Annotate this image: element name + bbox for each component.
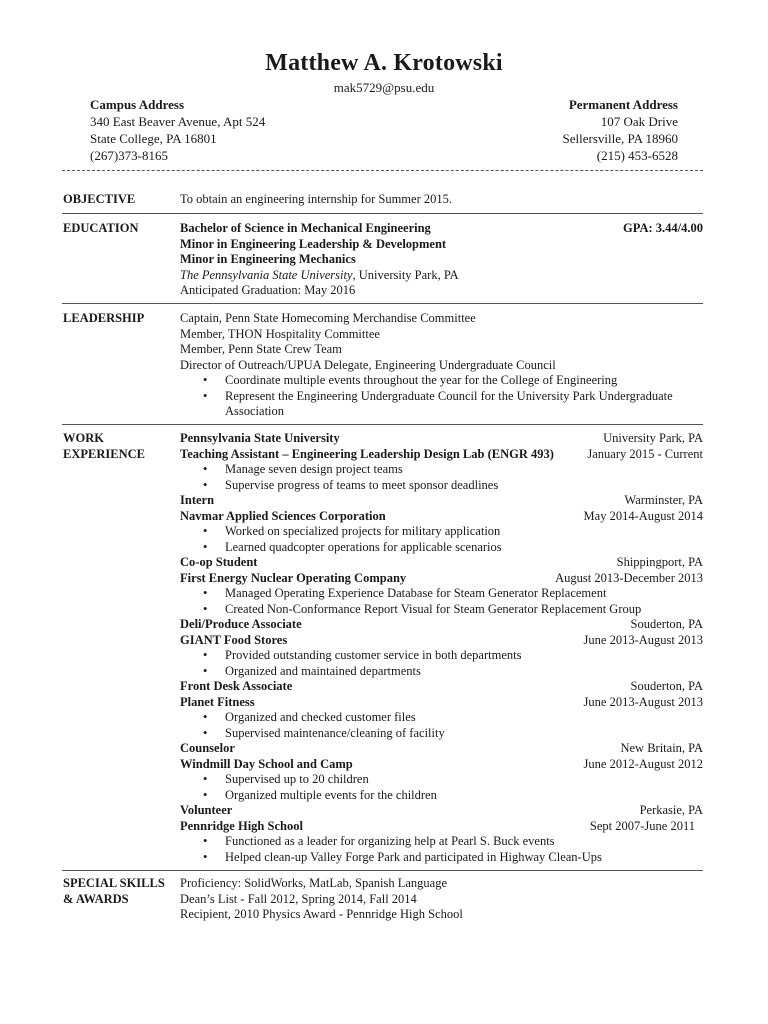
job-bullet: Created Non-Conformance Report Visual for Steam Generator Replacement Group — [225, 601, 642, 616]
campus-address-heading: Campus Address — [90, 97, 185, 112]
job-dates: August 2013-December 2013 — [555, 570, 703, 585]
job-entry — [180, 555, 703, 617]
job-bullet: Supervised maintenance/cleaning of facility — [225, 725, 445, 740]
leadership-section — [180, 311, 703, 420]
job-location: Perkasie, PA — [639, 803, 703, 817]
skills-heading-line2: & AWARDS — [63, 891, 129, 906]
university-location: , University Park, PA — [352, 267, 459, 282]
skills-heading-line1: SPECIAL SKILLS — [63, 876, 165, 890]
job-bullet: Provided outstanding customer service in both departments — [225, 648, 522, 662]
permanent-address-line2: Sellersville, PA 18960 — [562, 131, 678, 146]
job-org: First Energy Nuclear Operating Company — [180, 570, 407, 585]
bullet-glyph: • — [203, 710, 208, 724]
job-entry — [180, 741, 703, 803]
bullet-glyph: • — [203, 586, 208, 600]
section-divider — [62, 870, 703, 871]
degree: Bachelor of Science in Mechanical Engineering — [180, 221, 431, 235]
job-entry — [180, 679, 703, 741]
work-experience-section — [180, 431, 703, 865]
bullet-glyph: • — [203, 462, 208, 476]
resume-name: Matthew A. Krotowski — [265, 50, 503, 76]
leadership-line: Captain, Penn State Homecoming Merchandise Committee — [180, 311, 476, 325]
bullet-glyph: • — [203, 601, 208, 616]
job-bullet: Supervised up to 20 children — [225, 772, 369, 786]
permanent-phone: (215) 453-6528 — [596, 148, 678, 163]
leadership-line: Member, THON Hospitality Committee — [180, 326, 380, 341]
job-location: Warminster, PA — [624, 493, 703, 507]
job-bullet: Learned quadcopter operations for applicable scenarios — [225, 539, 502, 554]
skills-line: Recipient, 2010 Physics Award - Pennridge High School — [180, 907, 463, 921]
bullet-glyph: • — [203, 477, 208, 492]
job-title: Volunteer — [180, 803, 233, 817]
leadership-bullet-wrap: Association — [225, 404, 285, 418]
job-entry — [180, 803, 703, 865]
job-location: Shippingport, PA — [616, 555, 703, 569]
education-heading: EDUCATION — [63, 221, 139, 235]
job-org: Planet Fitness — [180, 694, 255, 709]
job-org: Windmill Day School and Camp — [180, 756, 353, 771]
gpa: GPA: 3.44/4.00 — [623, 221, 703, 235]
section-divider — [62, 424, 703, 425]
job-title: Front Desk Associate — [180, 679, 293, 693]
job-bullet: Worked on specialized projects for military application — [225, 524, 501, 538]
permanent-address-line1: 107 Oak Drive — [600, 114, 678, 129]
job-dates: June 2012-August 2012 — [583, 756, 703, 771]
job-title: Teaching Assistant – Engineering Leadership Design Lab (ENGR 493) — [180, 446, 554, 461]
job-title: Co-op Student — [180, 555, 258, 569]
skills-section — [180, 876, 703, 923]
bullet-glyph: • — [203, 648, 208, 662]
job-org: Pennridge High School — [180, 818, 303, 833]
bullet-glyph: • — [203, 539, 208, 554]
job-org: Navmar Applied Sciences Corporation — [180, 508, 386, 523]
job-title: Deli/Produce Associate — [180, 617, 302, 631]
minor-1: Minor in Engineering Leadership & Development — [180, 236, 447, 251]
bullet-glyph: • — [203, 772, 208, 786]
leadership-bullet: Represent the Engineering Undergraduate Council for the University Park Undergraduate — [225, 388, 673, 403]
bullet-glyph: • — [203, 373, 208, 387]
job-entry — [180, 493, 703, 555]
job-dates: Sept 2007-June 2011 — [589, 818, 695, 833]
job-bullet: Organized and checked customer files — [225, 710, 416, 724]
bullet-glyph: • — [203, 787, 208, 802]
permanent-address-heading: Permanent Address — [568, 97, 678, 112]
job-bullet: Supervise progress of teams to meet sponsor deadlines — [225, 477, 499, 492]
job-title: Counselor — [180, 741, 235, 755]
bullet-glyph: • — [203, 663, 208, 678]
job-location: Souderton, PA — [630, 679, 703, 693]
job-bullet: Functioned as a leader for organizing help at Pearl S. Buck events — [225, 834, 555, 848]
work-heading-line1: WORK — [63, 431, 104, 445]
leadership-line: Member, Penn State Crew Team — [180, 342, 342, 356]
job-title: Intern — [180, 493, 215, 507]
graduation-date: Anticipated Graduation: May 2016 — [180, 283, 356, 297]
job-dates: May 2014-August 2014 — [583, 508, 703, 523]
leadership-bullet: Coordinate multiple events throughout the year for the College of Engineering — [225, 373, 618, 387]
campus-address-block — [90, 96, 265, 164]
email-address: mak5729@psu.edu — [333, 80, 435, 95]
section-divider — [62, 213, 703, 214]
job-entry — [180, 617, 703, 679]
header-divider — [62, 170, 703, 171]
work-experience-heading — [63, 431, 173, 462]
job-org: Pennsylvania State University — [180, 431, 340, 445]
skills-heading — [63, 876, 173, 907]
leadership-heading: LEADERSHIP — [63, 311, 145, 325]
campus-phone: (267)373-8165 — [90, 148, 168, 163]
bullet-glyph: • — [203, 388, 208, 403]
job-location: University Park, PA — [603, 431, 703, 445]
leadership-line: Director of Outreach/UPUA Delegate, Engineering Undergraduate Council — [180, 357, 556, 372]
job-bullet: Helped clean-up Valley Forge Park and participated in Highway Clean-Ups — [225, 849, 602, 864]
university-name: The Pennsylvania State University — [180, 267, 353, 282]
work-heading-line2: EXPERIENCE — [63, 446, 145, 461]
campus-address-line2: State College, PA 16801 — [90, 131, 217, 146]
objective-text: To obtain an engineering internship for Summer 2015. — [180, 192, 452, 206]
objective-heading: OBJECTIVE — [63, 192, 136, 206]
job-dates: June 2013-August 2013 — [583, 632, 703, 647]
job-org: GIANT Food Stores — [180, 632, 288, 647]
job-location: New Britain, PA — [620, 741, 703, 755]
skills-line: Proficiency: SolidWorks, MatLab, Spanish Language — [180, 876, 447, 890]
job-dates: January 2015 - Current — [587, 446, 703, 461]
education-section — [180, 221, 703, 299]
job-bullet: Organized multiple events for the children — [225, 787, 437, 802]
bullet-glyph: • — [203, 834, 208, 848]
job-bullet: Organized and maintained departments — [225, 663, 421, 678]
job-bullet: Manage seven design project teams — [225, 462, 403, 476]
campus-address-line1: 340 East Beaver Avenue, Apt 524 — [90, 114, 266, 129]
bullet-glyph: • — [203, 849, 208, 864]
job-entry — [180, 431, 703, 493]
permanent-address-block — [563, 96, 678, 164]
job-dates: June 2013-August 2013 — [583, 694, 703, 709]
job-location: Souderton, PA — [630, 617, 703, 631]
bullet-glyph: • — [203, 524, 208, 538]
skills-line: Dean’s List - Fall 2012, Spring 2014, Fall 2014 — [180, 891, 417, 906]
job-bullet: Managed Operating Experience Database for Steam Generator Replacement — [225, 586, 607, 600]
minor-2: Minor in Engineering Mechanics — [180, 252, 356, 266]
bullet-glyph: • — [203, 725, 208, 740]
section-divider — [62, 303, 703, 304]
